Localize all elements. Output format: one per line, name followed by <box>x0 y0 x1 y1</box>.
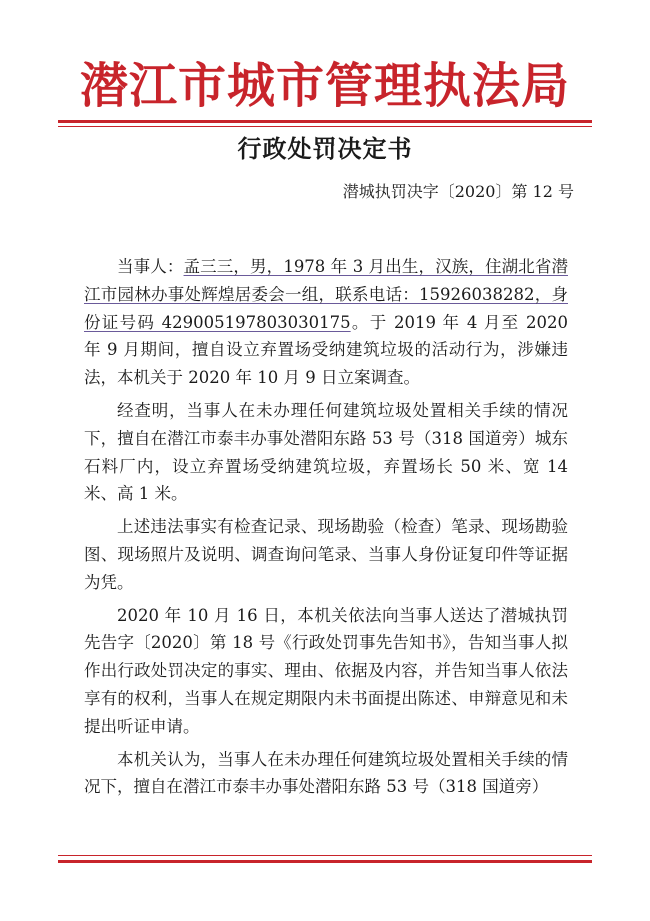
document-title: 行政处罚决定书 <box>237 134 413 163</box>
paragraph-evidence: 上述违法事实有检查记录、现场勘验（检查）笔录、现场勘验图、现场照片及说明、调查询问笔录、当事人身份证复印件等证据为凭。 <box>84 517 568 592</box>
footer-rule-thin <box>58 855 592 856</box>
party-label: 当事人： <box>117 257 184 276</box>
case-filing-text: 。于 2019 年 4 月至 2020 年 9 月期间，擅自设立弃置场受纳建筑垃圾的活动行为，涉嫌违法，本机关于 2020 年 10 月 9 日立案调查。 <box>84 312 568 388</box>
header-rule-thick <box>58 120 592 123</box>
paragraph-party <box>84 253 568 392</box>
party-details: 孟三三，男，1978 年 3 月出生，汉族，住湖北省潜江市园林办事处辉煌居委会一组，联系电话：15926038282，身份证号码 429005197803030175 <box>84 257 568 332</box>
paragraph-findings: 经查明，当事人在未办理任何建筑垃圾处置相关手续的情况下，擅自在潜江市泰丰办事处潜阳东路 53 号（318 国道旁）城东石料厂内，设立弃置场受纳建筑垃圾，弃置场长 50 米、宽 14 米、高 1 米。 <box>84 400 568 504</box>
body-text <box>84 253 568 806</box>
paragraph-notice: 2020 年 10 月 16 日，本机关依法向当事人送达了潜城执罚先告字〔2020〕第 18 号《行政处罚事先告知书》，告知当事人拟作出行政处罚决定的事实、理由、依据及内容，并告知当事人依法享有的权利，当事人在规定期限内未书面提出陈述、申辩意见和未提出听证申请。 <box>84 605 568 736</box>
footer-rule-thick <box>58 860 592 863</box>
paragraph-opinion: 本机关认为，当事人在未办理任何建筑垃圾处置相关手续的情况下，擅自在潜江市泰丰办事处潜阳东路 53 号（318 国道旁） <box>84 749 568 797</box>
agency-title: 潜江市城市管理执法局 <box>79 58 570 114</box>
document-number: 潜城执罚决字〔2020〕第 12 号 <box>342 182 574 201</box>
header-rule-thin <box>58 126 592 127</box>
